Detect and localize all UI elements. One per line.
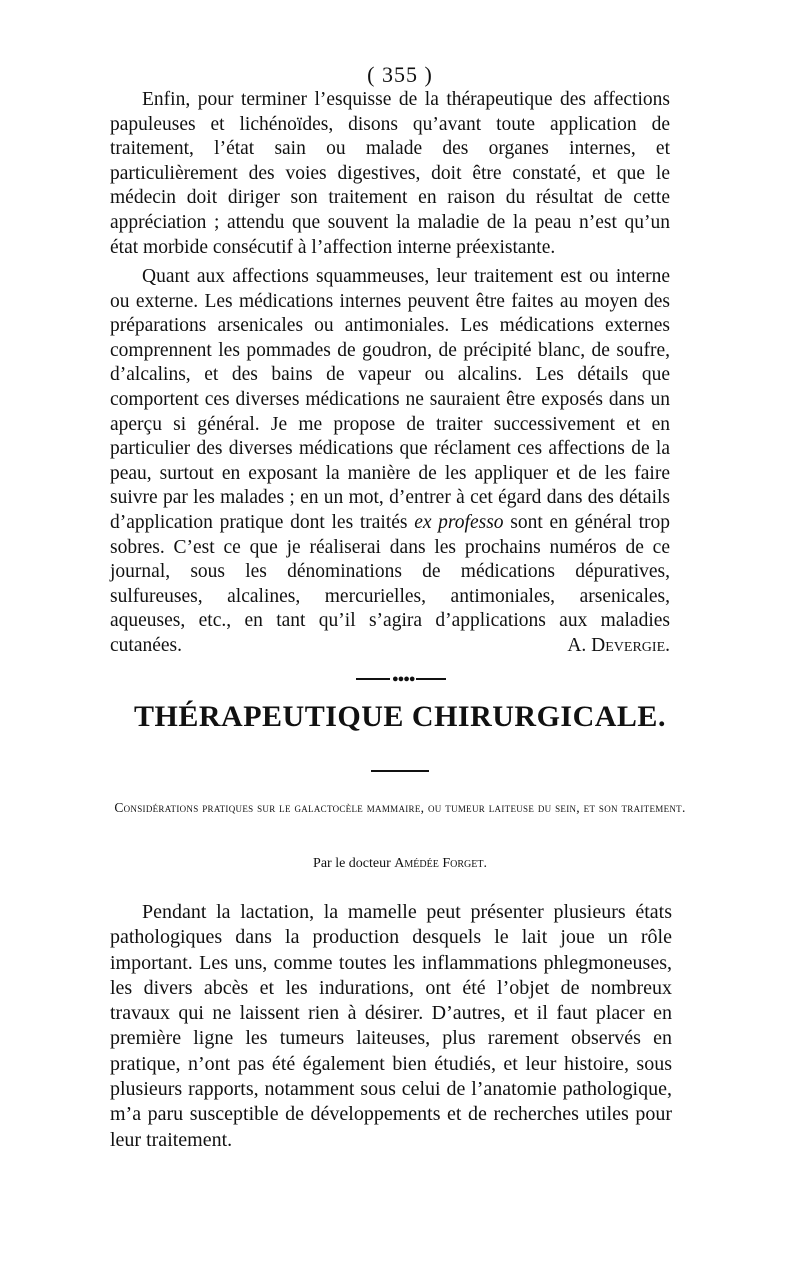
article-byline bbox=[0, 856, 800, 872]
paragraph-lactation bbox=[110, 900, 672, 1153]
paragraph-affections-squammeuses bbox=[110, 265, 670, 659]
paragraph-3-text: Pendant la lactation, la mamelle peut présenter plusieurs états pathologiques dans la production desquels le lait joue un rôle important. Les uns, comme toutes les inflammations phlegmoneuses, les divers abcès et les indurations, ont été l’objet de nombreux travaux qui ne laissent rien à désirer. D’autres, et il faut placer en première ligne les tumeurs laiteuses, plus rarement observés en pratique, n’ont pas été également bien étudiés, et leur histoire, sous plusieurs rapports, notamment sous celui de l’anatomie pathologique, m’a paru susceptible de développements et de recherches utiles pour leur traitement. bbox=[110, 901, 672, 1151]
article-title: Considérations pratiques sur le galactocèle mammaire, ou tumeur laiteuse du sein, et son traitement. bbox=[114, 800, 686, 815]
title-rule bbox=[371, 770, 429, 772]
author-signature: A. Devergie. bbox=[567, 634, 670, 656]
byline-author: Amédée Forget. bbox=[394, 856, 487, 871]
page-number: ( 355 ) bbox=[367, 62, 433, 87]
paragraph-2-text-b: sont en général trop sobres. C’est ce que je réaliserai dans les prochains numéros de ce journal, sous les dénominations de médications dépuratives, sulfureuses, alcalines, mercurielles, antimoniales, arsenicales, aqueuses, etc., en tant qu’il s’agira d’applications aux maladies cutanées. bbox=[110, 511, 671, 656]
byline-prefix: Par le docteur bbox=[313, 856, 391, 871]
paragraph-2-text-a: Quant aux affections squammeuses, leur traitement est ou interne ou externe. Les médications internes peuvent être faites au moyen des préparations arsenicales ou antimoniales. Les médications externes comprennent les pommades de goudron, de précipité blanc, de soufre, d’alcalins, et des bains de vapeur ou alcalins. Les détails que comportent ces diverses médications ne sauraient être exposés dans un aperçu si général. Je me propose de traiter successivement et en particulier des diverses médications que réclament ces affections de la peau, surtout en exposant la manière de les appliquer et de les faire suivre par les malades ; en un mot, d’entrer à cet égard dans des détails d’application pratique dont les traités bbox=[110, 266, 670, 533]
section-divider-ornament: ●●●● bbox=[356, 673, 446, 685]
paragraph-therapeutique-papuleuses bbox=[110, 88, 670, 260]
paragraph-2-italic: ex professo bbox=[414, 511, 504, 533]
section-title: THÉRAPEUTIQUE CHIRURGICALE. bbox=[134, 700, 666, 733]
paragraph-1-text: Enfin, pour terminer l’esquisse de la thérapeutique des affections papuleuses et lichénoïdes, disons qu’avant toute application de traitement, l’état sain ou malade des organes internes, et particulièrement des voies digestives, doit être constaté, et que le médecin doit diriger son traitement en raison du résultat de cette appréciation ; attendu que souvent la maladie de la peau n’est qu’un état morbide consécutif à l’affection interne préexistante. bbox=[110, 89, 670, 258]
